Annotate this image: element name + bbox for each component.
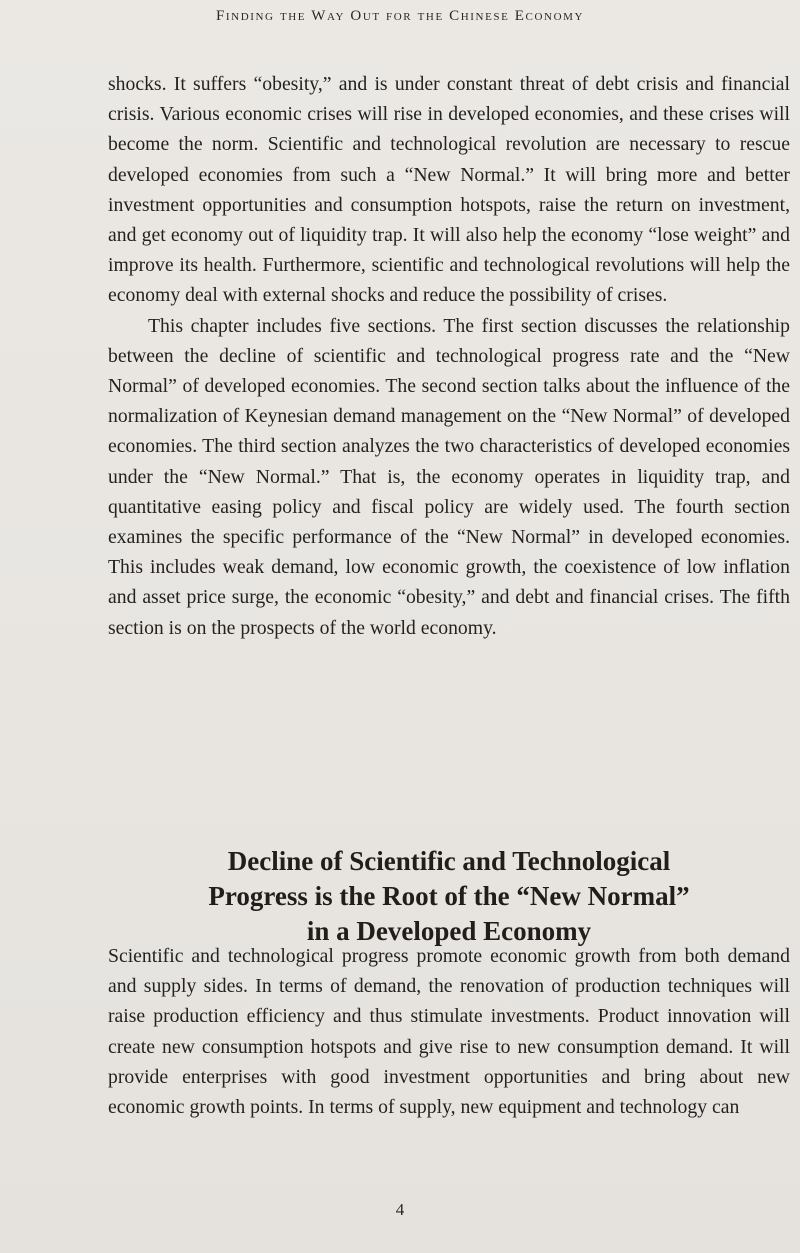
body-text-bottom: [108, 941, 790, 1122]
section-heading: [108, 844, 790, 949]
paragraph: Scientific and technological progress promote economic growth from both demand and supply sides. In terms of demand, the renovation of production techniques will raise production efficiency and thus stimulate investments. Product innovation will create new consumption hotspots and give rise to new consumption demand. It will provide enterprises with good investment opportunities and bring about new economic growth points. In terms of supply, new equipment and technology can: [108, 945, 790, 1119]
section-heading-line: in a Developed Economy: [306, 916, 592, 947]
paragraph: This chapter includes five sections. The first section discusses the relationship between the decline of scientific and technological progress rate and the “New Normal” of developed economies. The second section talks about the influence of the normalization of Keynesian demand management on the “New Normal” of developed economies. The third section analyzes the two characteristics of developed economies under the “New Normal.” That is, the economy operates in liquidity trap, and quantitative easing policy and fiscal policy are widely used. The fourth section examines the specific performance of the “New Normal” in developed economies. This includes weak demand, low economic growth, the coexistence of low inflation and asset price surge, the economic “obesity,” and debt and financial crises. The fifth section is on the prospects of the world economy.: [108, 314, 790, 639]
section-heading-line: Decline of Scientific and Technological: [227, 846, 671, 877]
section-heading-line: Progress is the Root of the “New Normal”: [208, 881, 690, 912]
page-number: 4: [395, 1200, 405, 1219]
paragraph: shocks. It suffers “obesity,” and is under constant threat of debt crisis and financial crisis. Various economic crises will rise in developed economies, and these crises will become the norm. Scientific and technological revolution are necessary to rescue developed economies from such a “New Normal.” It will bring more and better investment opportunities and consumption hotspots, raise the return on investment, and get economy out of liquidity trap. It will also help the economy “lose weight” and improve its health. Furthermore, scientific and technological revolutions will help the economy deal with external shocks and reduce the possibility of crises.: [108, 73, 790, 307]
running-head: Finding the Way Out for the Chinese Economy: [215, 8, 585, 24]
body-text-top: [108, 69, 790, 643]
